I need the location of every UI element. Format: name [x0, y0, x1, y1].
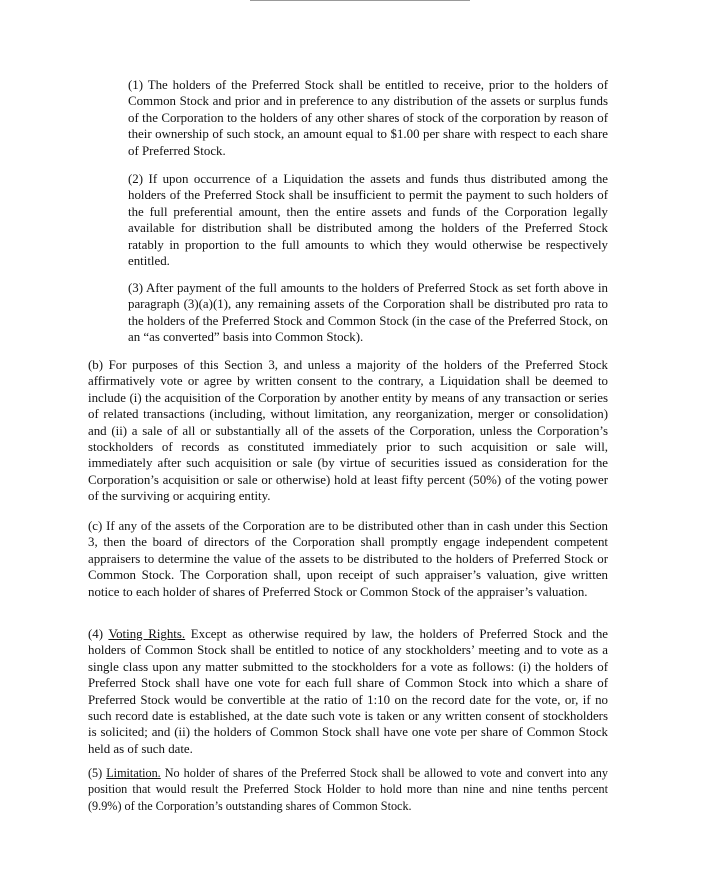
section-heading: Limitation. [106, 766, 161, 780]
paragraph-3c: (c) If any of the assets of the Corporation are to be distributed other than in cash under this Section 3, then the board of directors of the Corporation shall promptly engage independent competent appraisers to determine the value of the assets to be distributed to the holders of Preferred Stock or Common Stock. The Corporation shall, upon receipt of such appraiser’s valuation, give written notice to each holder of shares of Preferred Stock or Common Stock of the appraiser’s valuation. [88, 519, 608, 599]
section-5-limitation [88, 765, 608, 814]
section-4-voting-rights [88, 626, 608, 757]
section-body: No holder of shares of the Preferred Stock shall be allowed to vote and convert into any position that would result the Preferred Stock Holder to hold more than nine and nine tenths percent (9.9%) of the Corporation’s outstanding shares of Common Stock. [88, 766, 608, 813]
section-heading: Voting Rights. [108, 627, 186, 641]
section-body: Except as otherwise required by law, the holders of Preferred Stock and the holders of Common Stock shall be entitled to notice of any stockholders’ meeting and to vote as a single class upon any matter submitted to the stockholders for a vote as follows: (i) the holders of Preferred Stock shall have one vote for each full share of Common Stock into which a share of Preferred Stock would be convertible at the ratio of 1:10 on the record date for the vote, or, if no such record date is established, at the date such vote is taken or any written consent of stockholders is solicited; and (ii) the holders of Common Stock shall have one vote per share of Common Stock held as of such date. [88, 627, 608, 756]
paragraph-3a3: (3) After payment of the full amounts to the holders of Preferred Stock as set forth above in paragraph (3)(a)(1), any remaining assets of the Corporation shall be distributed pro rata to the holders of the Preferred Stock and Common Stock (in the case of the Preferred Stock, on an “as converted” basis into Common Stock). [128, 281, 608, 345]
section-number: (4) [88, 627, 104, 641]
paragraph-3a2: (2) If upon occurrence of a Liquidation the assets and funds thus distributed among the holders of the Preferred Stock shall be insufficient to permit the payment to such holders of the full preferential amount, then the entire assets and funds of the Corporation legally available for distribution shall be distributed among the holders of the Preferred Stock ratably in proportion to the full amounts to which they would otherwise be respectively entitled. [128, 172, 608, 269]
section-number: (5) [88, 766, 103, 780]
paragraph-3b: (b) For purposes of this Section 3, and unless a majority of the holders of the Preferred Stock affirmatively vote or agree by written consent to the contrary, a Liquidation shall be deemed to include (i) the acquisition of the Corporation by another entity by means of any transaction or series of related transactions (including, without limitation, any reorganization, merger or consolidation) and (ii) a sale of all or substantially all of the assets of the Corporation, unless the Corporation’s stockholders of records as constituted immediately prior to such acquisition or sale will, immediately after such acquisition or sale (by virtue of securities issued as consideration for the Corporation’s acquisition or sale or otherwise) hold at least fifty percent (50%) of the voting power of the surviving or acquiring entity. [88, 358, 608, 504]
paragraph-3a1: (1) The holders of the Preferred Stock shall be entitled to receive, prior to the holders of Common Stock and prior and in preference to any distribution of the assets or surplus funds of the Corporation to the holders of any other shares of stock of the corporation by reason of their ownership of such stock, an amount equal to $1.00 per share with respect to each share of Preferred Stock. [128, 78, 608, 158]
top-rule [250, 0, 470, 1]
